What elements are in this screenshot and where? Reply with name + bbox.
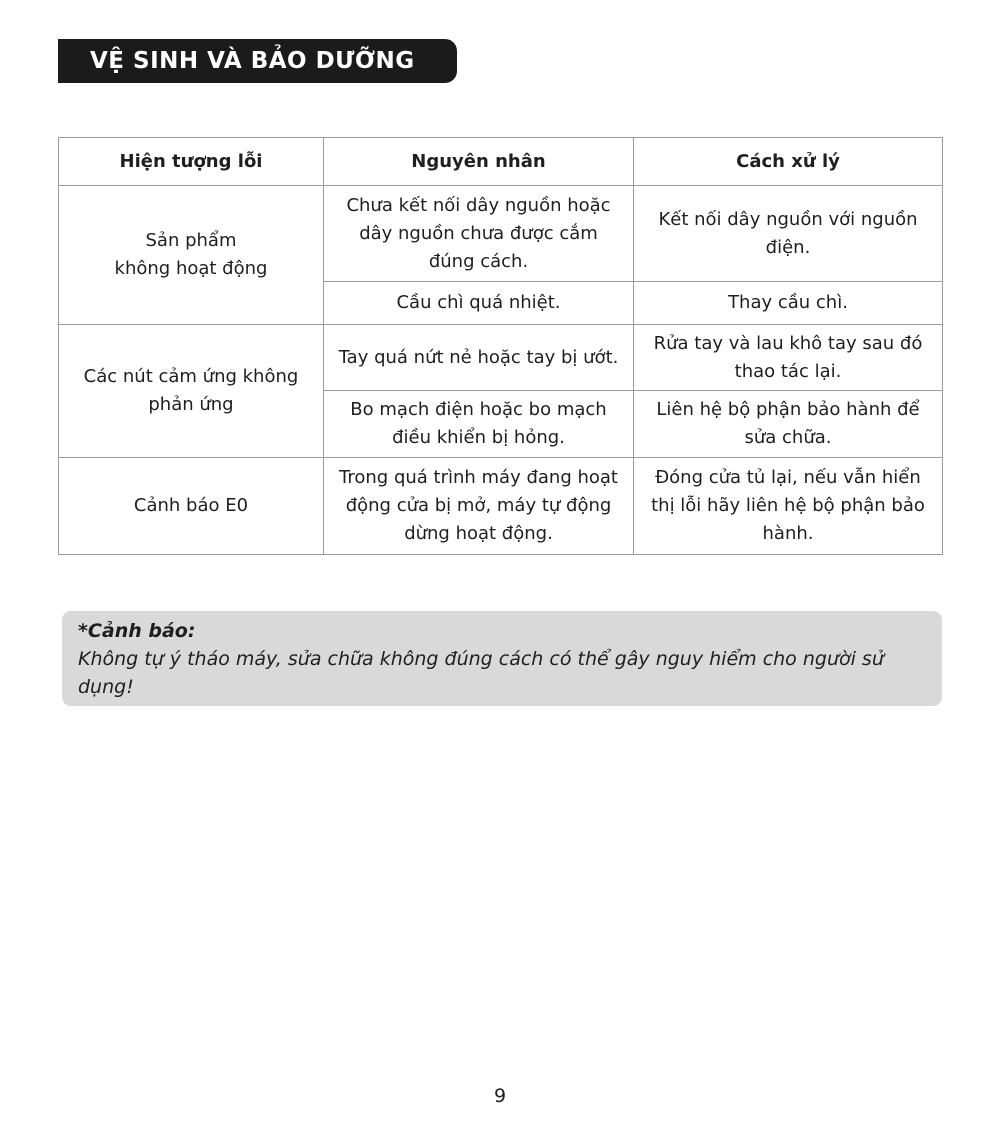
table-row [59,186,943,282]
table-header-row [59,138,943,186]
header-symptom: Hiện tượng lỗi [59,138,324,186]
table-row [59,458,943,555]
solution-cell: Thay cầu chì. [634,282,943,325]
solution-cell: Đóng cửa tủ lại, nếu vẫn hiển thị lỗi hãy liên hệ bộ phận bảo hành. [634,458,943,555]
symptom-cell: Sản phẩm không hoạt động [59,186,324,325]
symptom-cell: Cảnh báo E0 [59,458,324,555]
cause-cell: Tay quá nứt nẻ hoặc tay bị ướt. [324,325,634,391]
cause-cell: Cầu chì quá nhiệt. [324,282,634,325]
cause-cell: Bo mạch điện hoặc bo mạch điều khiển bị hỏng. [324,391,634,458]
warning-title: *Cảnh báo: [78,620,196,642]
troubleshooting-table [58,137,943,555]
header-cause: Nguyên nhân [324,138,634,186]
symptom-cell: Các nút cảm ứng không phản ứng [59,325,324,458]
solution-cell: Rửa tay và lau khô tay sau đó thao tác lại. [634,325,943,391]
warning-box [62,611,942,706]
solution-cell: Liên hệ bộ phận bảo hành để sửa chữa. [634,391,943,458]
cause-cell: Trong quá trình máy đang hoạt động cửa bị mở, máy tự động dừng hoạt động. [324,458,634,555]
solution-cell: Kết nối dây nguồn với nguồn điện. [634,186,943,282]
section-title: VỆ SINH VÀ BẢO DƯỠNG [58,39,457,83]
header-solution: Cách xử lý [634,138,943,186]
table-row [59,325,943,391]
page-number: 9 [493,1085,507,1107]
warning-text: Không tự ý tháo máy, sửa chữa không đúng cách có thể gây nguy hiểm cho người sử dụng! [78,648,884,698]
cause-cell: Chưa kết nối dây nguồn hoặc dây nguồn chưa được cắm đúng cách. [324,186,634,282]
